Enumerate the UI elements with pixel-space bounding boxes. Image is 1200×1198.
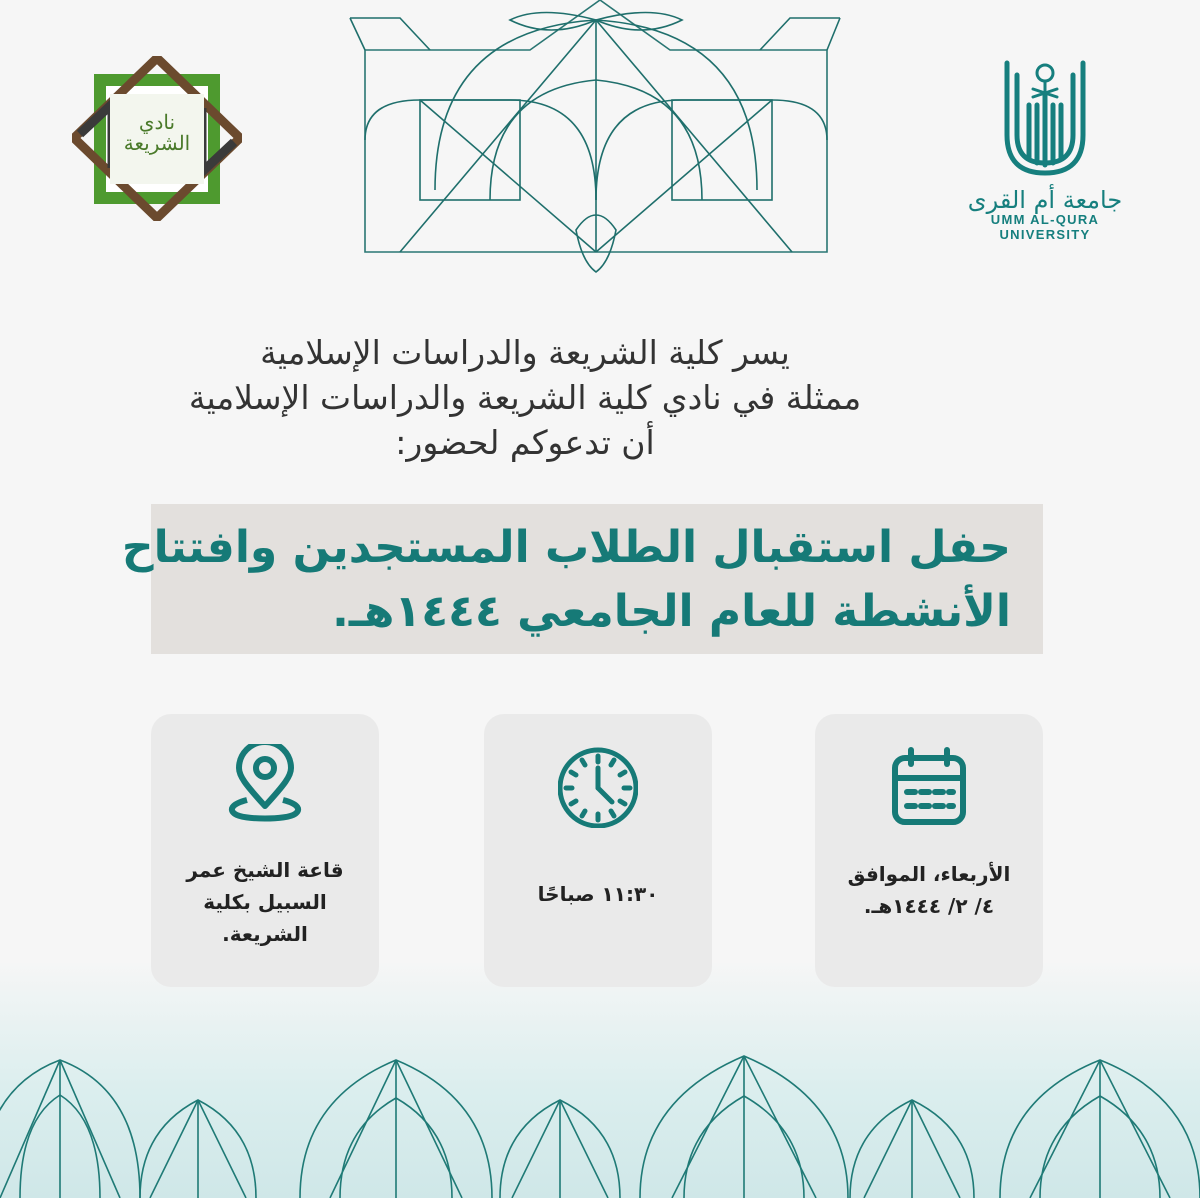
date-line-2: ٤/ ٢/ ١٤٤٤هـ. [863, 894, 995, 918]
invitation-intro [160, 330, 890, 465]
top-geometric-ornament [340, 0, 860, 280]
intro-line-2: ممثلة في نادي كلية الشريعة والدراسات الإسلامية [188, 378, 862, 417]
intro-line-3: أن تدعوكم لحضور: [395, 423, 655, 462]
bottom-dome-ornaments [0, 1040, 1200, 1198]
date-line-1: الأربعاء، الموافق [847, 862, 1011, 886]
calendar-icon [889, 744, 969, 828]
time-card [484, 714, 712, 987]
location-card [151, 714, 379, 987]
location-text [161, 854, 369, 950]
dome-ornament-2 [140, 1100, 256, 1198]
dome-ornament-5 [640, 1056, 848, 1198]
dome-ornament-7 [1000, 1060, 1200, 1198]
event-title-box [121, 504, 1043, 654]
event-title-line-2: الأنشطة للعام الجامعي ١٤٤٤هـ. [332, 586, 1011, 637]
event-title [121, 516, 1011, 644]
university-name-english: UMM AL-QURA UNIVERSITY [990, 212, 1100, 242]
clock-icon [558, 744, 638, 828]
time-text [494, 878, 702, 910]
location-line-1: قاعة الشيخ عمر [186, 858, 344, 882]
dome-ornament-4 [500, 1100, 620, 1198]
university-name-arabic: جامعة أم القرى [967, 186, 1123, 214]
dome-ornament-6 [850, 1100, 974, 1198]
dome-ornament-3 [300, 1060, 492, 1198]
location-line-3: الشريعة. [222, 922, 308, 946]
time-line-1: ١١:٣٠ صباحًا [537, 882, 659, 906]
date-card [815, 714, 1043, 987]
intro-line-1: يسر كلية الشريعة والدراسات الإسلامية [260, 333, 790, 372]
club-logo-line2: الشريعة [123, 131, 191, 155]
date-text [825, 858, 1033, 922]
sharia-club-logo [72, 56, 242, 221]
dome-ornament-1 [0, 1060, 140, 1198]
location-pin-icon [225, 744, 305, 828]
location-line-2: السبيل بكلية [203, 890, 327, 914]
event-title-line-1: حفل استقبال الطلاب المستجدين وافتتاح [121, 522, 1011, 573]
club-logo-text [114, 112, 200, 154]
club-logo-line1: نادي [138, 110, 176, 134]
